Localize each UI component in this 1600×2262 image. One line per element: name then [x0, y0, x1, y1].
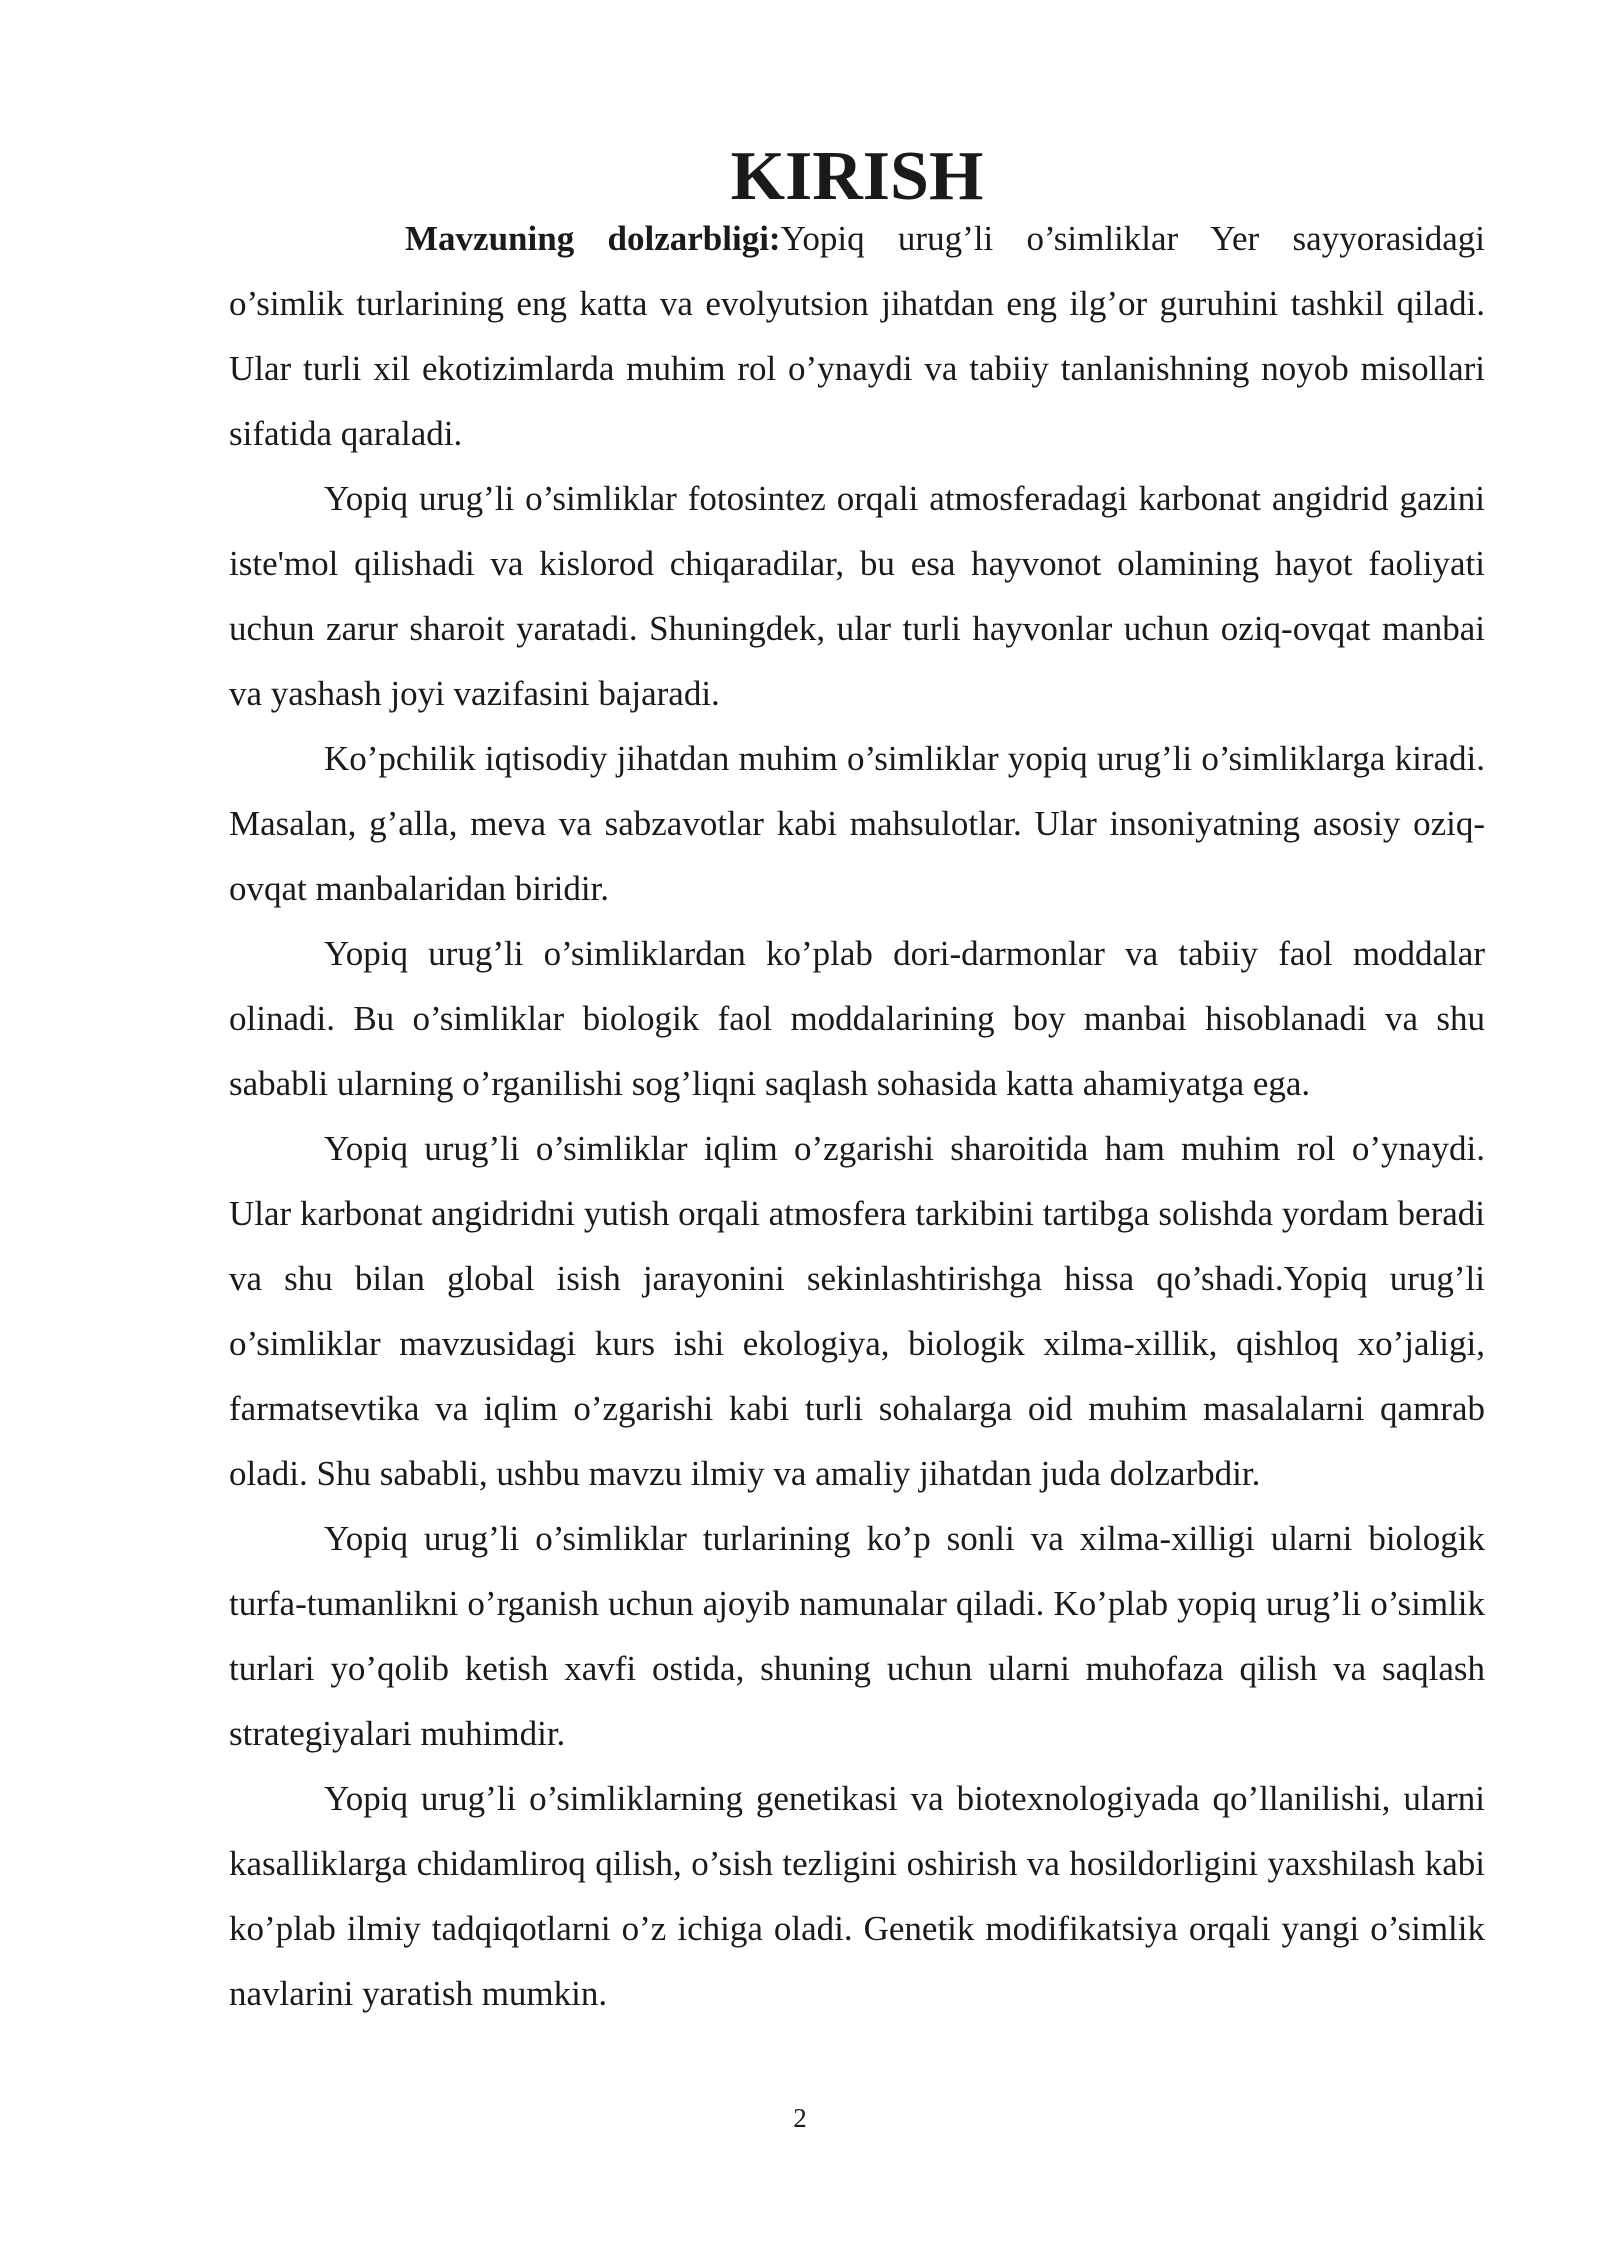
- paragraph-genetics: Yopiq urug’li o’simliklarning genetikasi va biotexnologiyada qo’llanilishi, ularni kasalliklarga chidamliroq qilish, o’sish tezligini oshirish va hosildorligini yaxshilash kabi ko’plab ilmiy tadqiqotlarni o’z ichiga oladi. Genetik modifikatsiya orqali yangi o’simlik navlarini yaratish mumkin.: [229, 1779, 1485, 2013]
- paragraph-climate: Yopiq urug’li o’simliklar iqlim o’zgarishi sharoitida ham muhim rol o’ynaydi. Ular karbonat angidridni yutish orqali atmosfera tarkibini tartibga solishda yordam beradi va shu bilan global isish jarayonini sekinlashtirishga hissa qo’shadi.Yopiq urug’li o’simliklar mavzusidagi kurs ishi ekologiya, biologik xilma-xillik, qishloq xo’jaligi, farmatsevtika va iqlim o’zgarishi kabi turli sohalarga oid muhim masalalarni qamrab oladi. Shu sababli, ushbu mavzu ilmiy va amaliy jihatdan juda dolzarbdir.: [229, 1129, 1485, 1493]
- page-title: KIRISH: [730, 138, 984, 215]
- intro-paragraph: [229, 206, 1485, 466]
- paragraph-medicine: Yopiq urug’li o’simliklardan ko’plab dori-darmonlar va tabiiy faol moddalar olinadi. Bu o’simliklar biologik faol moddalarining boy manbai hisoblanadi va shu sababli ularning o’rganilishi sog’liqni saqlash sohasida katta ahamiyatga ega.: [229, 934, 1485, 1103]
- document-body: [229, 138, 1485, 2026]
- paragraph-photosynthesis: Yopiq urug’li o’simliklar fotosintez orqali atmosferadagi karbonat angidrid gazini iste'mol qilishadi va kislorod chiqaradilar, bu esa hayvonot olamining hayot faoliyati uchun zarur sharoit yaratadi. Shuningdek, ular turli hayvonlar uchun oziq-ovqat manbai va yashash joyi vazifasini bajaradi.: [229, 479, 1485, 713]
- intro-lead: Mavzuning dolzarbligi:: [405, 219, 781, 258]
- paragraph-biodiversity: Yopiq urug’li o’simliklar turlarining ko’p sonli va xilma-xilligi ularni biologik turfa-tumanlikni o’rganish uchun ajoyib namunalar qiladi. Ko’plab yopiq urug’li o’simlik turlari yo’qolib ketish xavfi ostida, shuning uchun ularni muhofaza qilish va saqlash strategiyalari muhimdir.: [229, 1519, 1485, 1753]
- intro-text: Yopiq urug’li o’simliklar Yer sayyorasidagi o’simlik turlarining eng katta va evolyutsion jihatdan eng ilg’or guruhini tashkil qiladi. Ular turli xil ekotizimlarda muhim rol o’ynaydi va tabiiy tanlanishning noyob misollari sifatida qaraladi.: [229, 219, 1485, 453]
- page-number: 2: [793, 2103, 807, 2133]
- paragraph-economy: Ko’pchilik iqtisodiy jihatdan muhim o’simliklar yopiq urug’li o’simliklarga kiradi. Masalan, g’alla, meva va sabzavotlar kabi mahsulotlar. Ular insoniyatning asosiy oziq-ovqat manbalaridan biridir.: [229, 739, 1485, 908]
